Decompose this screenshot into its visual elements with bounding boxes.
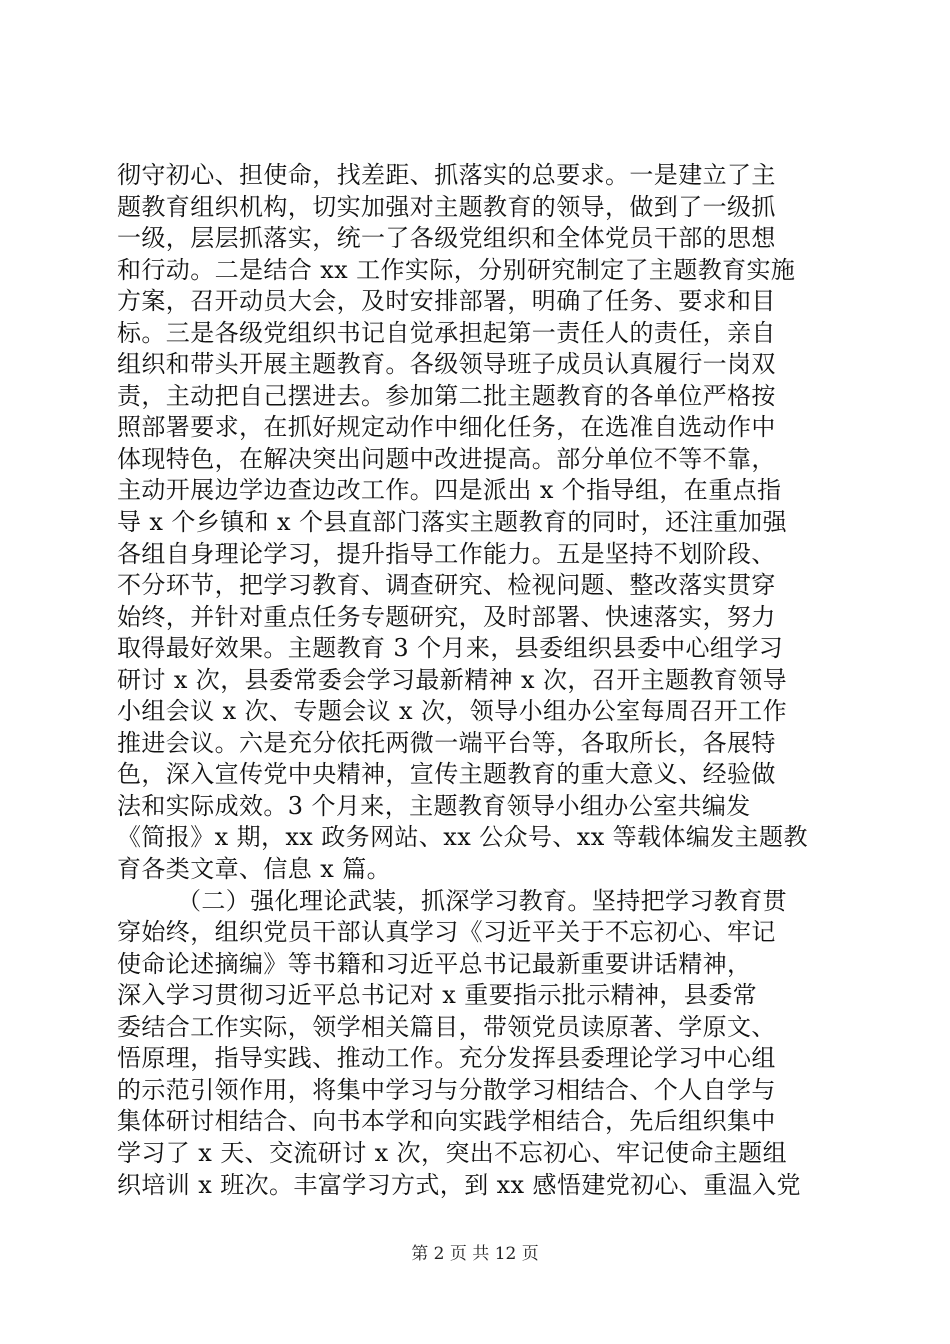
text-line: 导 x 个乡镇和 x 个县直部门落实主题教育的同时，还注重加强 <box>117 508 787 537</box>
text-line: 始终，并针对重点任务专题研究，及时部署、快速落实，努力 <box>117 602 776 631</box>
text-line: 穿始终，组织党员干部认真学习《习近平关于不忘初心、牢记 <box>117 918 776 947</box>
section-heading-line: （二）强化理论武装，抓深学习教育。坚持把学习教育贯 <box>177 886 787 915</box>
text-line: 研讨 x 次，县委常委会学习最新精神 x 次，召开主题教育领导 <box>117 665 787 694</box>
text-line: 小组会议 x 次、专题会议 x 次，领导小组办公室每周召开工作 <box>117 697 787 726</box>
text-line: 和行动。二是结合 xx 工作实际，分别研究制定了主题教育实施 <box>117 255 796 284</box>
text-line: 委结合工作实际，领学相关篇目，带领党员读原著、学原文、 <box>117 1012 776 1041</box>
text-line: 色，深入宣传党中央精神，宣传主题教育的重大意义、经验做 <box>117 760 776 789</box>
text-line: 题教育组织机构，切实加强对主题教育的领导，做到了一级抓 <box>117 192 776 221</box>
text-line: 组织和带头开展主题教育。各级领导班子成员认真履行一岗双 <box>117 350 776 379</box>
text-line: 法和实际成效。3 个月来，主题教育领导小组办公室共编发 <box>117 791 751 820</box>
text-line: 彻守初心、担使命，找差距、抓落实的总要求。一是建立了主 <box>117 161 776 189</box>
text-line: 织培训 x 班次。丰富学习方式，到 xx 感悟建党初心、重温入党 <box>117 1170 801 1199</box>
text-line: 取得最好效果。主题教育 3 个月来，县委组织县委中心组学习 <box>117 634 784 663</box>
text-line: 的示范引领作用，将集中学习与分散学习相结合、个人自学与 <box>117 1075 776 1104</box>
body-text <box>117 160 837 1201</box>
text-line: 主动开展边学边查边改工作。四是派出 x 个指导组，在重点指 <box>117 476 782 505</box>
page-number-footer: 第 2 页 共 12 页 <box>411 1244 539 1264</box>
text-line: 集体研讨相结合、向书本学和向实践学相结合，先后组织集中 <box>117 1107 776 1136</box>
text-line: 推进会议。六是充分依托两微一端平台等，各取所长，各展特 <box>117 728 776 757</box>
text-line: 悟原理，指导实践、推动工作。充分发挥县委理论学习中心组 <box>117 1044 776 1073</box>
text-line: 各组自身理论学习，提升指导工作能力。五是坚持不划阶段、 <box>117 539 776 568</box>
text-line: 不分环节，把学习教育、调查研究、检视问题、整改落实贯穿 <box>117 571 776 600</box>
text-line: 育各类文章、信息 x 篇。 <box>117 855 391 884</box>
text-line: 责，主动把自己摆进去。参加第二批主题教育的各单位严格按 <box>117 381 776 410</box>
text-line: 一级，层层抓落实，统一了各级党组织和全体党员干部的思想 <box>117 224 776 253</box>
text-line: 体现特色，在解决突出问题中改进提高。部分单位不等不靠， <box>117 444 776 473</box>
text-line: 深入学习贯彻习近平总书记对 x 重要指示批示精神，县委常 <box>117 981 757 1010</box>
text-line: 使命论述摘编》等书籍和习近平总书记最新重要讲话精神， <box>117 949 752 978</box>
text-line: 方案，召开动员大会，及时安排部署，明确了任务、要求和目 <box>117 287 776 316</box>
text-line: 照部署要求，在抓好规定动作中细化任务，在选准自选动作中 <box>117 413 776 442</box>
text-line: 《简报》x 期，xx 政务网站、xx 公众号、xx 等载体编发主题教 <box>117 823 808 852</box>
text-line: 标。三是各级党组织书记自觉承担起第一责任人的责任，亲自 <box>117 318 776 347</box>
text-line: 学习了 x 天、交流研讨 x 次，突出不忘初心、牢记使命主题组 <box>117 1138 787 1167</box>
